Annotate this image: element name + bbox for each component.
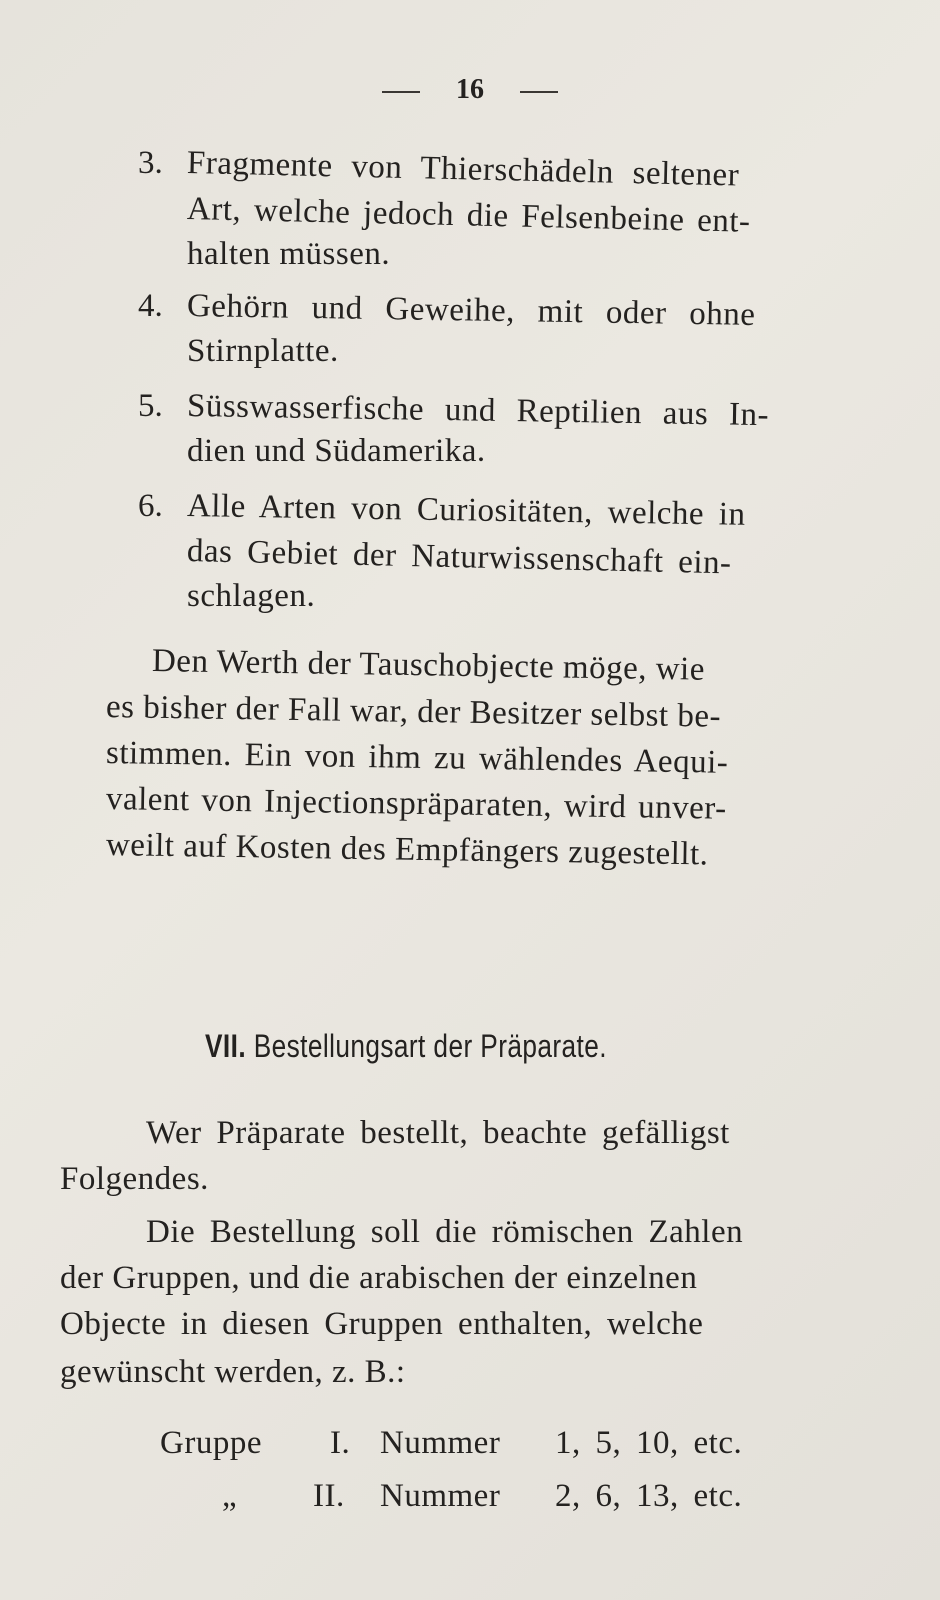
example-values: 1, 5, 10, etc. (555, 1425, 743, 1461)
section-roman: VII. (205, 1028, 247, 1064)
example-label: Nummer (380, 1478, 501, 1514)
example-label: Nummer (380, 1425, 501, 1461)
paragraph-line: Folgendes. (60, 1161, 209, 1197)
list-number: 3. (138, 145, 163, 181)
list-line: das Gebiet der Naturwissenschaft ein- (186, 533, 732, 582)
list-line: schlagen. (187, 578, 316, 614)
list-line: Stirnplatte. (187, 333, 339, 369)
page-number: 16 (0, 74, 940, 106)
list-line: dien und Südamerika. (187, 433, 486, 469)
list-line: Art, welche jedoch die Felsenbeine ent- (186, 191, 751, 240)
example-values: 2, 6, 13, etc. (555, 1478, 743, 1514)
section-heading (205, 1028, 607, 1065)
list-line: Fragmente von Thierschädeln seltener (186, 145, 740, 194)
paragraph-line: weilt auf Kosten des Empfängers zugestellt. (105, 827, 709, 873)
example-prefix: „ (222, 1478, 238, 1514)
list-line: Alle Arten von Curiositäten, welche in (186, 488, 746, 533)
dash-right (520, 91, 558, 93)
paragraph-line: Objecte in diesen Gruppen enthalten, welche (60, 1306, 704, 1342)
list-number: 5. (138, 388, 163, 424)
list-line: Gehörn und Geweihe, mit oder ohne (186, 288, 756, 333)
list-line: Süsswasserfische und Reptilien aus In- (186, 388, 770, 434)
section-title: Bestellungsart der Präparate. (253, 1028, 607, 1064)
paragraph-line: gewünscht werden, z. B.: (60, 1354, 406, 1390)
example-prefix: Gruppe (160, 1425, 262, 1461)
example-group: II. (313, 1478, 345, 1514)
paragraph-line: Die Bestellung soll die römischen Zahlen (146, 1214, 744, 1250)
paragraph-line: es bisher der Fall war, der Besitzer selbst be- (105, 689, 722, 735)
paragraph-line: der Gruppen, und die arabischen der einzelnen (60, 1260, 698, 1296)
example-group: I. (330, 1425, 351, 1461)
dash-left (382, 91, 420, 93)
list-line: halten müssen. (187, 236, 391, 272)
list-number: 6. (138, 488, 163, 524)
list-number: 4. (138, 288, 163, 324)
paragraph-line: Wer Präparate bestellt, beachte gefälligst (146, 1115, 730, 1151)
paragraph-line: stimmen. Ein von ihm zu wählendes Aequi- (105, 735, 729, 781)
paragraph-line: valent von Injectionspräparaten, wird unver- (105, 781, 727, 827)
paragraph-line: Den Werth der Tauschobjecte möge, wie (151, 643, 706, 688)
